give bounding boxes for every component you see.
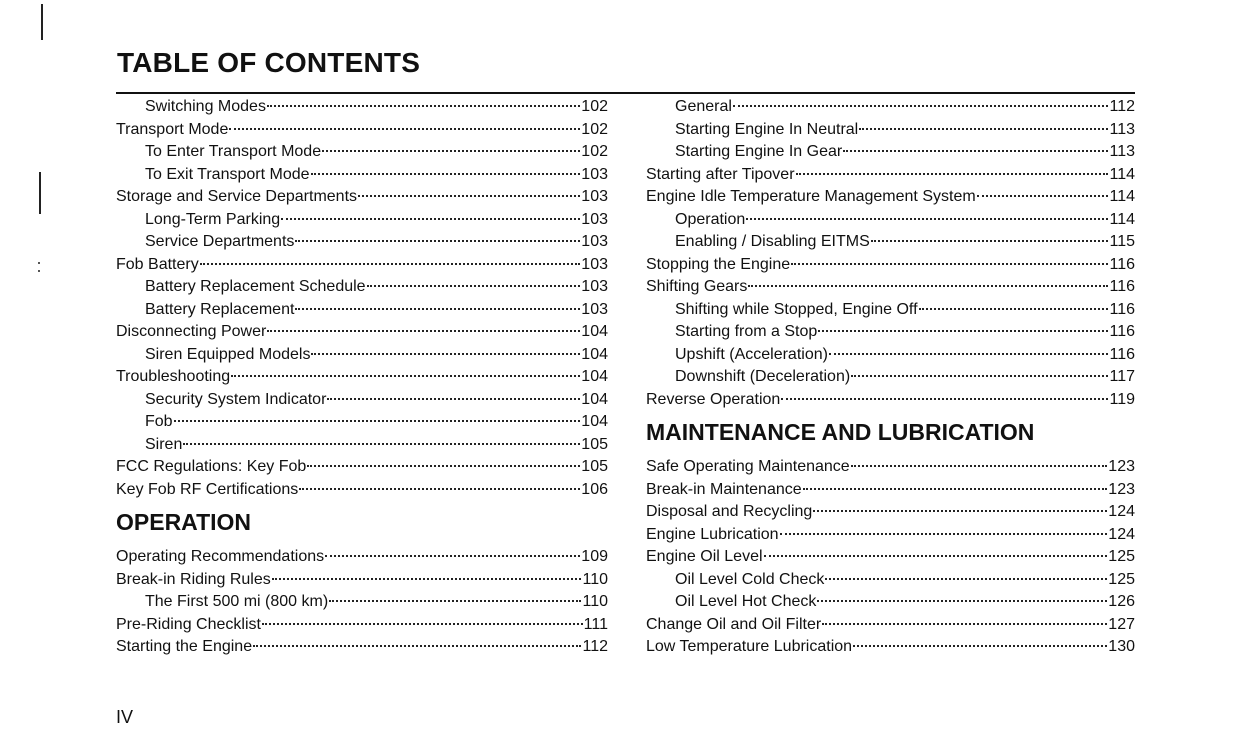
- toc-entry[interactable]: [116, 276, 608, 299]
- toc-entry[interactable]: [646, 546, 1135, 569]
- toc-entry-page-number: 104: [581, 368, 608, 385]
- toc-entry-label: Transport Mode: [116, 120, 229, 138]
- toc-entry-page-number: 124: [1108, 525, 1135, 543]
- dot-leader: [267, 330, 580, 332]
- toc-entry-label: Operation: [675, 210, 746, 228]
- toc-entry[interactable]: [646, 119, 1135, 142]
- toc-entry[interactable]: [646, 389, 1135, 412]
- toc-entry[interactable]: [646, 344, 1135, 367]
- toc-right-column: [646, 96, 1135, 659]
- toc-entry-label: Starting Engine In Neutral: [675, 120, 859, 138]
- toc-entry-page-number: 102: [581, 120, 608, 138]
- toc-entry[interactable]: [646, 299, 1135, 322]
- dot-leader: [829, 353, 1109, 355]
- dot-leader: [822, 623, 1107, 625]
- toc-entry-list: [116, 96, 608, 501]
- section-heading-maintenance: MAINTENANCE AND LUBRICATION: [646, 419, 1035, 445]
- dot-leader: [853, 645, 1107, 647]
- toc-entry[interactable]: [646, 276, 1135, 299]
- toc-entry[interactable]: [646, 524, 1135, 547]
- toc-entry[interactable]: [646, 479, 1135, 502]
- toc-entry-label: Service Departments: [145, 233, 295, 250]
- toc-entry[interactable]: [116, 321, 608, 344]
- toc-entry-label: Oil Level Cold Check: [675, 570, 825, 588]
- dot-leader: [272, 578, 582, 580]
- dot-leader: [281, 218, 580, 220]
- toc-entry-page-number: 103: [581, 278, 608, 295]
- dot-leader: [813, 510, 1107, 512]
- dot-leader: [295, 240, 580, 242]
- toc-entry-page-number: 124: [1108, 503, 1135, 520]
- dot-leader: [977, 195, 1109, 197]
- toc-entry-label: Safe Operating Maintenance: [646, 458, 850, 475]
- dot-leader: [748, 285, 1108, 287]
- toc-entry-label: Engine Oil Level: [646, 548, 763, 565]
- toc-entry-page-number: 103: [581, 255, 608, 273]
- toc-entry[interactable]: [646, 209, 1135, 232]
- scan-speck: [38, 270, 40, 272]
- toc-left-column: [116, 96, 608, 659]
- dot-leader: [871, 240, 1109, 242]
- toc-entry-label: Starting after Tipover: [646, 165, 795, 183]
- toc-entry-page-number: 109: [581, 548, 608, 565]
- toc-entry-page-number: 116: [1109, 255, 1135, 273]
- toc-entry-label: Operating Recommendations: [116, 548, 325, 565]
- toc-entry-page-number: 117: [1109, 368, 1135, 385]
- dot-leader: [200, 263, 581, 265]
- toc-entry-page-number: 113: [1109, 143, 1135, 160]
- scan-margin-mark: [41, 4, 43, 40]
- toc-entry-page-number: 119: [1109, 390, 1135, 408]
- toc-entry[interactable]: [116, 299, 608, 322]
- toc-entry-page-number: 104: [581, 323, 608, 340]
- dot-leader: [919, 308, 1109, 310]
- toc-entry-label: To Exit Transport Mode: [145, 165, 310, 183]
- toc-entry-label: Break-in Riding Rules: [116, 570, 271, 588]
- dot-leader: [253, 645, 581, 647]
- dot-leader: [231, 375, 580, 377]
- toc-entry-label: Siren Equipped Models: [145, 345, 311, 363]
- toc-entry-label: Engine Idle Temperature Management System: [646, 188, 976, 205]
- toc-entry[interactable]: [116, 96, 608, 119]
- toc-entry-label: FCC Regulations: Key Fob: [116, 458, 307, 475]
- toc-entry-label: Oil Level Hot Check: [675, 593, 817, 610]
- toc-entry-page-number: 105: [581, 458, 608, 475]
- toc-entry-label: Disposal and Recycling: [646, 503, 813, 520]
- toc-entry-page-number: 102: [581, 98, 608, 115]
- toc-entry-label: Battery Replacement Schedule: [145, 278, 366, 295]
- toc-entry-page-number: 130: [1108, 638, 1135, 655]
- toc-entry-page-number: 116: [1109, 345, 1135, 363]
- toc-entry-label: Fob Battery: [116, 255, 199, 273]
- toc-entry-label: Change Oil and Oil Filter: [646, 615, 822, 633]
- toc-entry-list: [116, 546, 608, 659]
- toc-entry[interactable]: [646, 366, 1135, 389]
- toc-entry-label: Upshift (Acceleration): [675, 345, 828, 363]
- scan-margin-mark: [39, 172, 41, 214]
- section-heading-operation: OPERATION: [116, 509, 252, 535]
- toc-entry-page-number: 123: [1108, 480, 1135, 498]
- toc-entry-page-number: 103: [581, 233, 608, 250]
- toc-entry-label: Starting from a Stop: [675, 323, 818, 340]
- dot-leader: [780, 533, 1108, 535]
- dot-leader: [229, 128, 580, 130]
- dot-leader: [818, 330, 1108, 332]
- toc-entry-label: Troubleshooting: [116, 368, 231, 385]
- toc-entry-page-number: 114: [1109, 165, 1135, 183]
- dot-leader: [183, 443, 580, 445]
- dot-leader: [746, 218, 1108, 220]
- toc-entry-page-number: 110: [582, 570, 608, 588]
- toc-entry-label: The First 500 mi (800 km): [145, 593, 329, 610]
- toc-entry-label: Low Temperature Lubrication: [646, 638, 853, 655]
- toc-entry-label: Starting the Engine: [116, 638, 253, 655]
- toc-entry-page-number: 123: [1108, 458, 1135, 475]
- toc-entry[interactable]: [646, 569, 1135, 592]
- toc-entry-label: Starting Engine In Gear: [675, 143, 843, 160]
- dot-leader: [803, 488, 1108, 490]
- toc-entry-label: Pre-Riding Checklist: [116, 615, 261, 633]
- toc-entry-list: [646, 96, 1135, 411]
- toc-entry[interactable]: [646, 591, 1135, 614]
- toc-entry[interactable]: [116, 366, 608, 389]
- toc-entry[interactable]: [116, 546, 608, 569]
- dot-leader: [322, 150, 580, 152]
- toc-entry-page-number: 115: [1109, 233, 1135, 250]
- page-number: IV: [116, 707, 134, 727]
- dot-leader: [764, 555, 1108, 557]
- toc-entry-page-number: 113: [1109, 120, 1135, 138]
- toc-entry-page-number: 111: [583, 615, 608, 633]
- toc-entry[interactable]: [646, 231, 1135, 254]
- toc-entry-label: Enabling / Disabling EITMS: [675, 233, 870, 250]
- toc-entry[interactable]: [116, 569, 608, 592]
- toc-entry[interactable]: [116, 344, 608, 367]
- toc-entry-page-number: 112: [1109, 98, 1135, 115]
- toc-entry-label: Battery Replacement: [145, 300, 295, 318]
- title-rule: [116, 92, 1135, 94]
- toc-entry-label: Shifting Gears: [646, 278, 748, 295]
- toc-entry-label: Reverse Operation: [646, 390, 781, 408]
- page-title: TABLE OF CONTENTS: [117, 47, 421, 78]
- toc-entry[interactable]: [646, 141, 1135, 164]
- dot-leader: [796, 173, 1109, 175]
- toc-entry[interactable]: [116, 434, 608, 457]
- dot-leader: [327, 398, 580, 400]
- toc-entry-page-number: 104: [581, 413, 608, 430]
- dot-leader: [299, 488, 580, 490]
- dot-leader: [267, 105, 580, 107]
- toc-entry-page-number: 126: [1108, 593, 1135, 610]
- toc-entry[interactable]: [646, 636, 1135, 659]
- dot-leader: [825, 578, 1107, 580]
- toc-entry[interactable]: [116, 164, 608, 187]
- toc-entry[interactable]: [116, 614, 608, 637]
- toc-entry[interactable]: [116, 456, 608, 479]
- toc-entry-label: Storage and Service Departments: [116, 188, 358, 205]
- dot-leader: [733, 105, 1109, 107]
- toc-entry-label: Siren: [145, 435, 183, 453]
- toc-entry-page-number: 116: [1109, 323, 1135, 340]
- toc-entry[interactable]: [116, 411, 608, 434]
- toc-entry-page-number: 125: [1108, 548, 1135, 565]
- toc-entry[interactable]: [116, 186, 608, 209]
- toc-entry-page-number: 112: [582, 638, 608, 655]
- dot-leader: [262, 623, 583, 625]
- dot-leader: [791, 263, 1108, 265]
- toc-entry-page-number: 116: [1109, 300, 1135, 318]
- toc-entry-label: Stopping the Engine: [646, 255, 791, 273]
- toc-entry-label: Security System Indicator: [145, 390, 327, 408]
- toc-entry-label: Key Fob RF Certifications: [116, 480, 299, 498]
- dot-leader: [325, 555, 580, 557]
- toc-entry-page-number: 116: [1109, 278, 1135, 295]
- dot-leader: [781, 398, 1108, 400]
- toc-entry[interactable]: [116, 119, 608, 142]
- toc-entry-page-number: 103: [581, 210, 608, 228]
- toc-entry-label: General: [675, 98, 732, 115]
- toc-entry-label: Long-Term Parking: [145, 210, 281, 228]
- toc-entry-page-number: 106: [581, 480, 608, 498]
- toc-entry[interactable]: [116, 479, 608, 502]
- toc-entry[interactable]: [646, 614, 1135, 637]
- dot-leader: [307, 465, 580, 467]
- toc-entry-label: Fob: [145, 413, 173, 430]
- dot-leader: [311, 173, 581, 175]
- toc-entry-page-number: 103: [581, 165, 608, 183]
- toc-entry[interactable]: [116, 141, 608, 164]
- toc-entry-page-number: 114: [1109, 188, 1135, 205]
- toc-entry[interactable]: [116, 231, 608, 254]
- toc-entry-page-number: 104: [581, 345, 608, 363]
- toc-entry-page-number: 104: [581, 390, 608, 408]
- toc-entry-page-number: 127: [1108, 615, 1135, 633]
- toc-entry-label: Disconnecting Power: [116, 323, 267, 340]
- toc-entry[interactable]: [116, 254, 608, 277]
- dot-leader: [817, 600, 1107, 602]
- toc-entry-page-number: 102: [581, 143, 608, 160]
- dot-leader: [311, 353, 580, 355]
- toc-entry[interactable]: [646, 164, 1135, 187]
- dot-leader: [843, 150, 1108, 152]
- toc-entry-page-number: 103: [581, 188, 608, 205]
- toc-entry-label: Shifting while Stopped, Engine Off: [675, 300, 918, 318]
- dot-leader: [329, 600, 581, 602]
- dot-leader: [851, 375, 1108, 377]
- toc-entry-page-number: 110: [582, 593, 608, 610]
- toc-entry[interactable]: [646, 186, 1135, 209]
- dot-leader: [174, 420, 581, 422]
- toc-entry[interactable]: [116, 389, 608, 412]
- toc-entry[interactable]: [116, 636, 608, 659]
- toc-entry-label: Downshift (Deceleration): [675, 368, 851, 385]
- dot-leader: [859, 128, 1108, 130]
- toc-entry-page-number: 105: [581, 435, 608, 453]
- toc-entry-label: Switching Modes: [145, 98, 266, 115]
- toc-entry[interactable]: [646, 321, 1135, 344]
- toc-entry-list: [646, 456, 1135, 659]
- toc-entry[interactable]: [646, 501, 1135, 524]
- toc-entry-label: Break-in Maintenance: [646, 480, 802, 498]
- toc-entry[interactable]: [646, 456, 1135, 479]
- toc-entry[interactable]: [646, 96, 1135, 119]
- toc-entry-page-number: 125: [1108, 570, 1135, 588]
- toc-entry-label: Engine Lubrication: [646, 525, 779, 543]
- dot-leader: [851, 465, 1108, 467]
- toc-entry[interactable]: [116, 591, 608, 614]
- toc-entry[interactable]: [646, 254, 1135, 277]
- toc-entry-page-number: 114: [1109, 210, 1135, 228]
- toc-entry-label: To Enter Transport Mode: [145, 143, 322, 160]
- dot-leader: [295, 308, 580, 310]
- toc-entry-page-number: 103: [581, 300, 608, 318]
- dot-leader: [367, 285, 581, 287]
- scan-speck: [38, 262, 40, 264]
- dot-leader: [358, 195, 580, 197]
- toc-entry[interactable]: [116, 209, 608, 232]
